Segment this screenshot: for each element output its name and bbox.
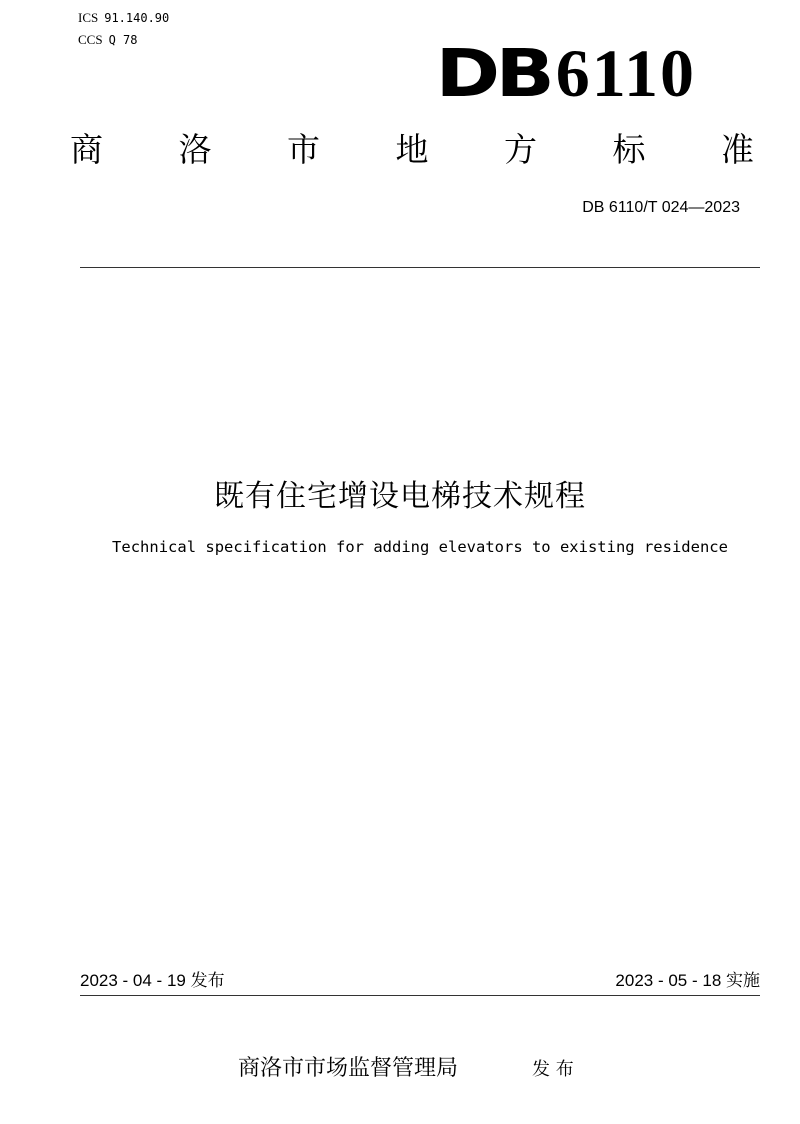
document-title-english: Technical specification for adding elevators to existing residence bbox=[112, 538, 728, 556]
issue-action: 发 布 bbox=[532, 1059, 574, 1080]
standard-type-char: 地 bbox=[395, 130, 429, 169]
standard-type-char: 标 bbox=[612, 130, 646, 169]
document-title-chinese: 既有住宅增设电梯技术规程 bbox=[214, 479, 586, 514]
publish-date: 2023 - 04 - 19 发布 bbox=[80, 971, 225, 990]
standard-type-char: 商 bbox=[70, 130, 103, 169]
db-number: 6110 bbox=[555, 35, 696, 111]
ccs-classification bbox=[78, 33, 137, 47]
standard-type-char: 洛 bbox=[178, 130, 212, 169]
standard-type-char: 市 bbox=[287, 130, 320, 169]
standard-number: DB 6110/T 024—2023 bbox=[582, 199, 740, 216]
issuing-authority: 商洛市市场监督管理局 bbox=[238, 1056, 459, 1081]
standard-type-char: 方 bbox=[504, 130, 537, 169]
ccs-label: CCS bbox=[78, 32, 103, 47]
standard-type-heading bbox=[70, 128, 754, 172]
effective-date: 2023 - 05 - 18 实施 bbox=[615, 971, 760, 990]
bottom-divider bbox=[80, 995, 760, 996]
db-standard-mark bbox=[435, 35, 696, 112]
ccs-code: Q 78 bbox=[108, 33, 138, 47]
standard-type-char: 准 bbox=[721, 130, 754, 169]
ics-classification bbox=[78, 11, 169, 25]
top-divider bbox=[80, 267, 760, 268]
ics-code: 91.140.90 bbox=[104, 11, 170, 25]
ics-label: ICS bbox=[78, 10, 99, 25]
db-prefix: DB bbox=[435, 35, 550, 112]
